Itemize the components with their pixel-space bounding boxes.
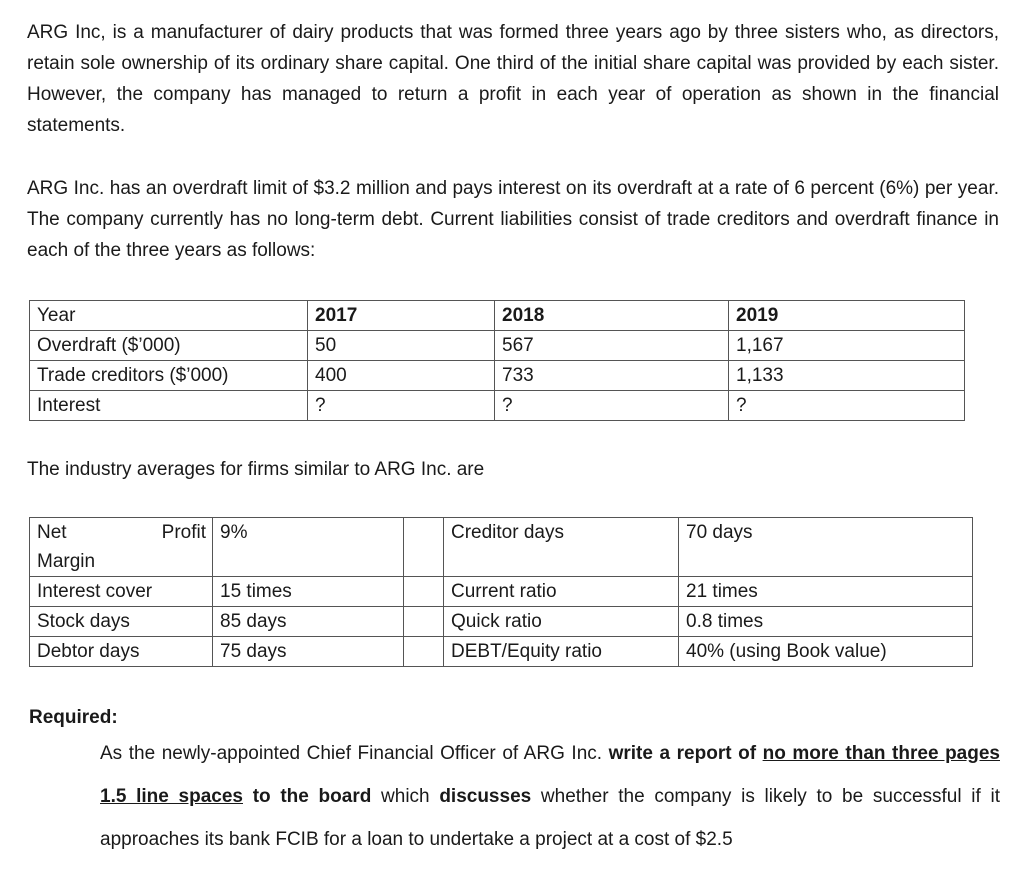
table-row <box>30 361 965 391</box>
table-header-2019: 2019 <box>729 301 965 331</box>
table-header-year: Year <box>30 301 308 331</box>
table-row <box>30 637 973 667</box>
table-cell: 9% <box>213 518 404 577</box>
table-cell: Stock days <box>30 607 213 637</box>
table-row <box>30 577 973 607</box>
table-cell <box>404 518 444 577</box>
table-cell <box>404 637 444 667</box>
required-instructions <box>100 732 1000 861</box>
table-cell <box>404 577 444 607</box>
required-bold-text: write a report of <box>608 743 763 764</box>
table-cell: Creditor days <box>444 518 679 577</box>
table-cell: 15 times <box>213 577 404 607</box>
table-cell: Interest <box>30 391 308 421</box>
table-cell: Interest cover <box>30 577 213 607</box>
required-underlined-text: no more than three pages 1.5 line spaces <box>100 743 1000 807</box>
required-bold-text: discusses <box>439 786 532 807</box>
table-cell: Quick ratio <box>444 607 679 637</box>
table-header-2018: 2018 <box>495 301 729 331</box>
margin-label-word: Margin <box>37 551 96 572</box>
years-table <box>29 300 965 421</box>
required-text: whether the company is likely to be successful if it approaches its bank FCIB for a loan to undertake a project at a cost of $2.5 <box>100 786 1000 850</box>
table-cell: DEBT/Equity ratio <box>444 637 679 667</box>
table-row <box>30 391 965 421</box>
net-label-word: Net <box>37 522 67 543</box>
table-cell: 75 days <box>213 637 404 667</box>
table-cell: Trade creditors ($’000) <box>30 361 308 391</box>
industry-intro: The industry averages for firms similar to ARG Inc. are <box>27 459 485 480</box>
required-text: As the newly-appointed Chief Financial Officer of ARG Inc. <box>100 743 609 764</box>
table-cell: 70 days <box>679 518 973 577</box>
table-row <box>30 301 965 331</box>
net-profit-margin-label <box>30 518 213 577</box>
table-cell: 85 days <box>213 607 404 637</box>
table-cell <box>404 607 444 637</box>
intro-paragraph-1: ARG Inc, is a manufacturer of dairy products that was formed three years ago by three sisters who, as directors, retain sole ownership of its ordinary share capital. One third of the initial share capital was provided by each sister. However, the company has managed to return a profit in each year of operation as shown in the financial statements. <box>27 22 999 136</box>
table-cell: ? <box>495 391 729 421</box>
table-row <box>30 607 973 637</box>
table-cell: 400 <box>308 361 495 391</box>
table-header-2017: 2017 <box>308 301 495 331</box>
table-cell: Debtor days <box>30 637 213 667</box>
table-cell: 1,133 <box>729 361 965 391</box>
table-cell: 40% (using Book value) <box>679 637 973 667</box>
table-cell: 567 <box>495 331 729 361</box>
table-cell: 50 <box>308 331 495 361</box>
required-text: which <box>371 786 440 807</box>
table-cell: ? <box>308 391 495 421</box>
table-row <box>30 518 973 577</box>
required-bold-text: to the board <box>243 786 372 807</box>
industry-averages-table <box>29 517 973 667</box>
intro-paragraph-2: ARG Inc. has an overdraft limit of $3.2 million and pays interest on its overdraft at a rate of 6 percent (6%) per year. The company currently has no long-term debt. Current liabilities consist of trade creditors and overdraft finance in each of the three years as follows: <box>27 178 999 261</box>
table-cell: ? <box>729 391 965 421</box>
profit-label-word: Profit <box>161 522 206 543</box>
required-heading: Required: <box>29 707 118 728</box>
table-cell: 1,167 <box>729 331 965 361</box>
table-cell: Overdraft ($’000) <box>30 331 308 361</box>
table-cell: 21 times <box>679 577 973 607</box>
table-row <box>30 331 965 361</box>
table-cell: Current ratio <box>444 577 679 607</box>
table-cell: 733 <box>495 361 729 391</box>
table-cell: 0.8 times <box>679 607 973 637</box>
